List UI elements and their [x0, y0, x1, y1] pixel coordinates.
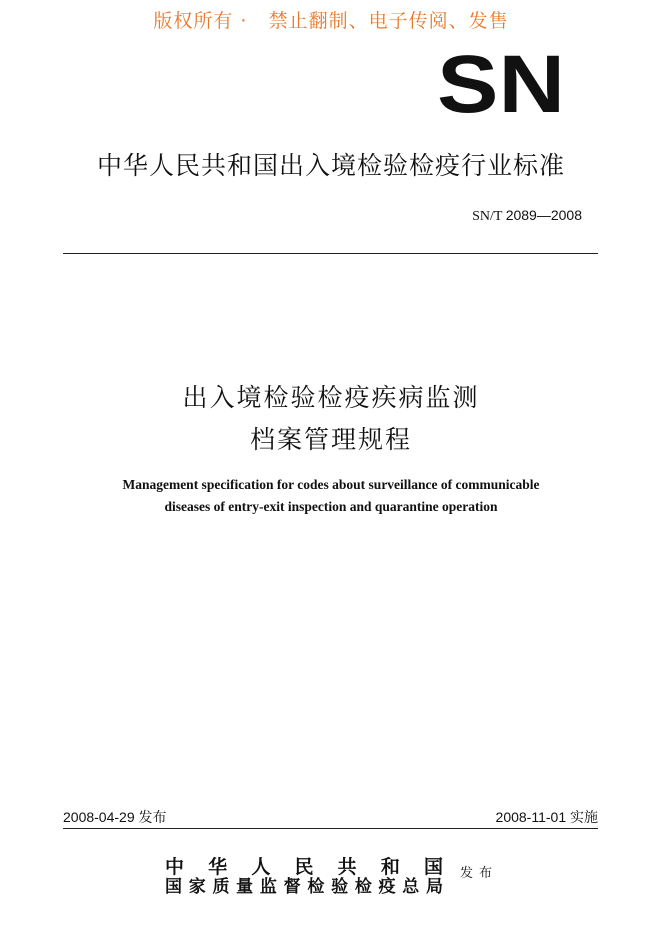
issuer-line1: 中华人民共和国 — [165, 856, 443, 878]
sn-logo — [436, 50, 566, 116]
title-en-line2: diseases of entry-exit inspection and quarantine operation — [164, 499, 498, 514]
standard-number: 2089—2008 — [505, 207, 582, 223]
sn-logo-text: SN — [437, 50, 565, 116]
title-cn-line1: 出入境检验检疫疾病监测 — [182, 383, 480, 412]
standard-category: 中华人民共和国出入境检验检疫行业标准 — [96, 151, 565, 180]
copyright-notice: 版权所有 · 禁止翻制、电子传阅、发售 — [153, 10, 509, 32]
standard-code — [472, 207, 582, 225]
standard-prefix: SN/T — [472, 209, 503, 224]
publish-label: 发布 — [460, 866, 499, 881]
implementation-date: 2008-11-01 实施 — [495, 809, 598, 825]
header-divider — [63, 253, 598, 254]
footer-divider — [63, 828, 598, 829]
issue-date: 2008-04-29 发布 — [63, 809, 167, 825]
issuer-line2: 国家质量监督检验检疫总局 — [165, 877, 443, 897]
title-cn-line2: 档案管理规程 — [249, 425, 412, 454]
title-en-line1: Management specification for codes about surveillance of communicable — [122, 477, 540, 492]
